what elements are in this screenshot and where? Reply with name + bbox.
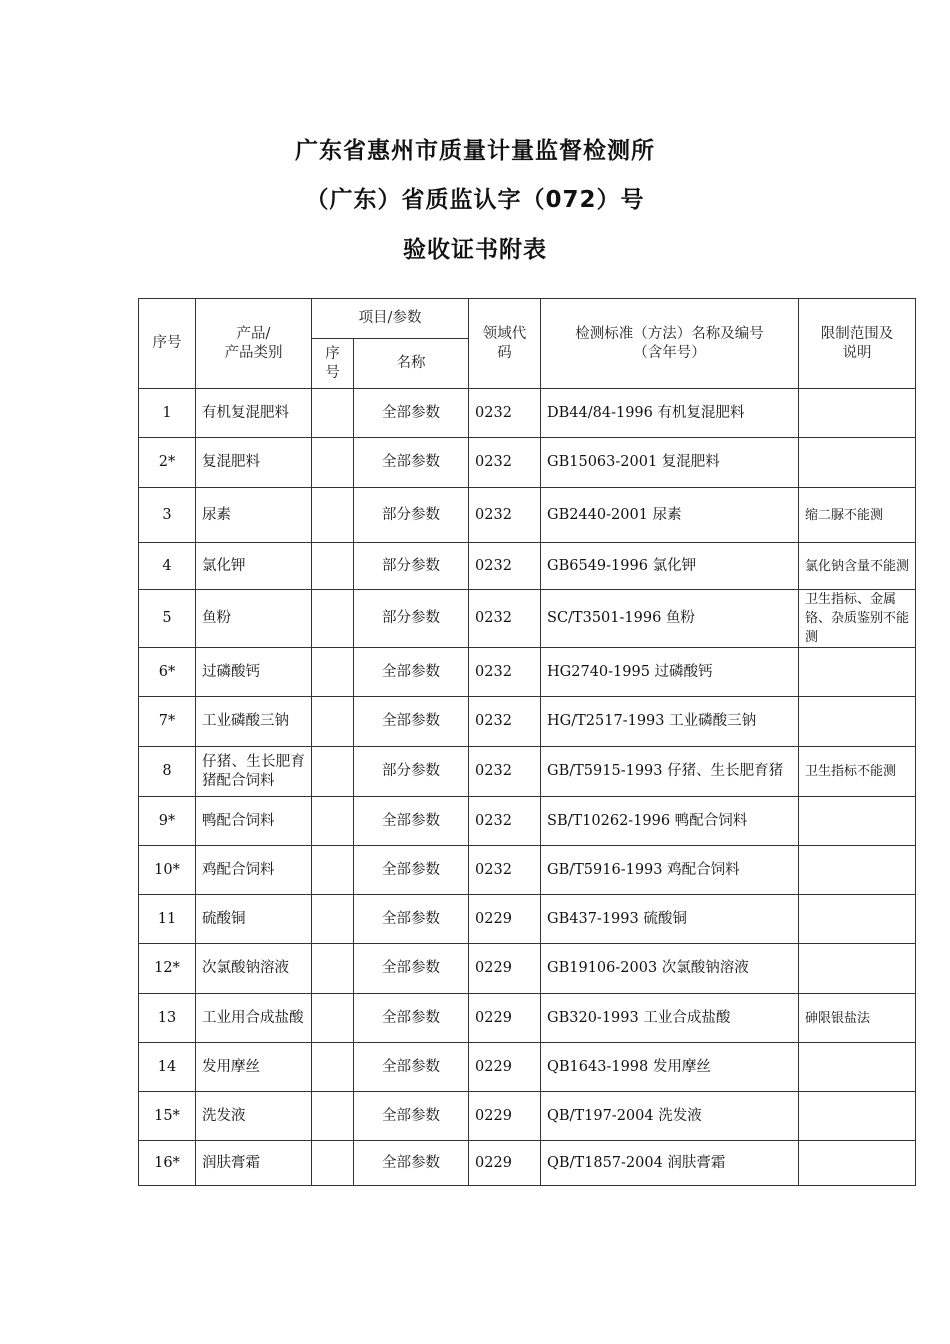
cell-standard: GB6549-1996 氯化钾 — [541, 543, 799, 590]
cell-item-seq — [312, 488, 354, 543]
table-row — [139, 1141, 916, 1186]
cell-product: 复混肥料 — [196, 438, 312, 488]
cell-standard: QB/T197-2004 洗发液 — [541, 1092, 799, 1141]
cell-domain-code: 0232 — [469, 846, 541, 895]
cell-param-name: 全部参数 — [354, 438, 469, 488]
cell-seq: 10* — [139, 846, 196, 895]
cell-product: 仔猪、生长肥育猪配合饲料 — [196, 747, 312, 797]
cell-domain-code: 0232 — [469, 488, 541, 543]
cell-limit: 卫生指标不能测 — [799, 747, 916, 797]
cell-param-name: 全部参数 — [354, 389, 469, 438]
cell-limit — [799, 944, 916, 994]
table-row — [139, 747, 916, 797]
cell-seq: 2* — [139, 438, 196, 488]
cell-standard: SB/T10262-1996 鸭配合饲料 — [541, 797, 799, 846]
header-standard: 检测标准（方法）名称及编号 （含年号） — [541, 299, 799, 389]
accreditation-table — [138, 298, 916, 1186]
cell-domain-code: 0232 — [469, 438, 541, 488]
cell-domain-code: 0232 — [469, 648, 541, 697]
cell-standard: GB320-1993 工业合成盐酸 — [541, 994, 799, 1043]
cell-item-seq — [312, 1043, 354, 1092]
cell-item-seq — [312, 797, 354, 846]
cell-limit: 氯化钠含量不能测 — [799, 543, 916, 590]
cell-limit: 缩二脲不能测 — [799, 488, 916, 543]
cell-domain-code: 0232 — [469, 697, 541, 747]
cell-standard: GB2440-2001 尿素 — [541, 488, 799, 543]
cell-domain-code: 0232 — [469, 747, 541, 797]
cell-seq: 16* — [139, 1141, 196, 1186]
cell-domain-code: 0232 — [469, 797, 541, 846]
cell-param-name: 部分参数 — [354, 590, 469, 648]
table-row — [139, 543, 916, 590]
cell-standard: DB44/84-1996 有机复混肥料 — [541, 389, 799, 438]
cell-product: 尿素 — [196, 488, 312, 543]
cell-param-name: 全部参数 — [354, 797, 469, 846]
table-row — [139, 1043, 916, 1092]
cell-limit: 砷限银盐法 — [799, 994, 916, 1043]
cell-seq: 15* — [139, 1092, 196, 1141]
table-body — [139, 389, 916, 1186]
cell-limit — [799, 846, 916, 895]
cell-seq: 3 — [139, 488, 196, 543]
cell-product: 鸭配合饲料 — [196, 797, 312, 846]
table-row — [139, 590, 916, 648]
cell-product: 工业磷酸三钠 — [196, 697, 312, 747]
header-domain-code: 领域代 码 — [469, 299, 541, 389]
table-row — [139, 944, 916, 994]
cell-limit: 卫生指标、金属铬、杂质鉴别不能测 — [799, 590, 916, 648]
cell-seq: 12* — [139, 944, 196, 994]
cell-limit — [799, 438, 916, 488]
cell-item-seq — [312, 590, 354, 648]
cell-item-seq — [312, 846, 354, 895]
cell-product: 润肤膏霜 — [196, 1141, 312, 1186]
cell-standard: QB1643-1998 发用摩丝 — [541, 1043, 799, 1092]
cell-domain-code: 0229 — [469, 1043, 541, 1092]
cell-limit — [799, 389, 916, 438]
cell-item-seq — [312, 1141, 354, 1186]
header-seq: 序号 — [139, 299, 196, 389]
cell-domain-code: 0229 — [469, 1092, 541, 1141]
cell-seq: 7* — [139, 697, 196, 747]
cell-param-name: 部分参数 — [354, 543, 469, 590]
cell-standard: QB/T1857-2004 润肤膏霜 — [541, 1141, 799, 1186]
cell-product: 鱼粉 — [196, 590, 312, 648]
cell-domain-code: 0232 — [469, 590, 541, 648]
cell-item-seq — [312, 944, 354, 994]
cell-limit — [799, 895, 916, 944]
cell-seq: 1 — [139, 389, 196, 438]
cell-item-seq — [312, 543, 354, 590]
cell-domain-code: 0232 — [469, 389, 541, 438]
cell-limit — [799, 1043, 916, 1092]
table-row — [139, 697, 916, 747]
document-title-org: 广东省惠州市质量计量监督检测所 — [295, 138, 655, 164]
cell-product: 工业用合成盐酸 — [196, 994, 312, 1043]
cell-param-name: 全部参数 — [354, 846, 469, 895]
cell-product: 次氯酸钠溶液 — [196, 944, 312, 994]
cell-domain-code: 0229 — [469, 1141, 541, 1186]
table-row — [139, 797, 916, 846]
table-row — [139, 994, 916, 1043]
cell-standard: SC/T3501-1996 鱼粉 — [541, 590, 799, 648]
cell-item-seq — [312, 895, 354, 944]
cell-product: 过磷酸钙 — [196, 648, 312, 697]
table-row — [139, 895, 916, 944]
cell-param-name: 部分参数 — [354, 747, 469, 797]
cell-param-name: 全部参数 — [354, 994, 469, 1043]
cell-item-seq — [312, 438, 354, 488]
cell-seq: 9* — [139, 797, 196, 846]
cell-domain-code: 0232 — [469, 543, 541, 590]
header-item-param: 项目/参数 — [312, 299, 469, 339]
cell-limit — [799, 648, 916, 697]
cell-limit — [799, 1141, 916, 1186]
table-row — [139, 488, 916, 543]
cell-product: 洗发液 — [196, 1092, 312, 1141]
cell-param-name: 部分参数 — [354, 488, 469, 543]
cell-param-name: 全部参数 — [354, 1141, 469, 1186]
cell-standard: GB15063-2001 复混肥料 — [541, 438, 799, 488]
cell-seq: 6* — [139, 648, 196, 697]
cell-param-name: 全部参数 — [354, 648, 469, 697]
cell-standard: GB/T5916-1993 鸡配合饲料 — [541, 846, 799, 895]
cell-standard: GB/T5915-1993 仔猪、生长肥育猪 — [541, 747, 799, 797]
cell-product: 有机复混肥料 — [196, 389, 312, 438]
cell-seq: 14 — [139, 1043, 196, 1092]
cell-seq: 4 — [139, 543, 196, 590]
cell-param-name: 全部参数 — [354, 1043, 469, 1092]
cell-limit — [799, 697, 916, 747]
cell-param-name: 全部参数 — [354, 944, 469, 994]
cell-seq: 13 — [139, 994, 196, 1043]
cell-standard: GB437-1993 硫酸铜 — [541, 895, 799, 944]
document-title-appendix: 验收证书附表 — [403, 237, 547, 263]
cell-domain-code: 0229 — [469, 895, 541, 944]
header-item-name: 名称 — [354, 339, 469, 389]
cell-item-seq — [312, 648, 354, 697]
cell-domain-code: 0229 — [469, 994, 541, 1043]
table-row — [139, 389, 916, 438]
cell-seq: 5 — [139, 590, 196, 648]
table-header — [139, 299, 916, 389]
table-row — [139, 648, 916, 697]
header-product: 产品/ 产品类别 — [196, 299, 312, 389]
cell-limit — [799, 1092, 916, 1141]
cell-item-seq — [312, 697, 354, 747]
cell-product: 发用摩丝 — [196, 1043, 312, 1092]
cell-item-seq — [312, 747, 354, 797]
cell-product: 硫酸铜 — [196, 895, 312, 944]
cell-standard: GB19106-2003 次氯酸钠溶液 — [541, 944, 799, 994]
cell-param-name: 全部参数 — [354, 895, 469, 944]
cell-seq: 11 — [139, 895, 196, 944]
header-item-seq: 序 号 — [312, 339, 354, 389]
cell-standard: HG/T2517-1993 工业磷酸三钠 — [541, 697, 799, 747]
document-title-cert-no: （广东）省质监认字（072）号 — [305, 187, 645, 213]
cell-param-name: 全部参数 — [354, 1092, 469, 1141]
cell-item-seq — [312, 389, 354, 438]
cell-seq: 8 — [139, 747, 196, 797]
cell-item-seq — [312, 994, 354, 1043]
cell-limit — [799, 797, 916, 846]
cell-product: 氯化钾 — [196, 543, 312, 590]
cell-product: 鸡配合饲料 — [196, 846, 312, 895]
header-limit: 限制范围及 说明 — [799, 299, 916, 389]
table-row — [139, 438, 916, 488]
table-row — [139, 1092, 916, 1141]
cell-param-name: 全部参数 — [354, 697, 469, 747]
table-row — [139, 846, 916, 895]
cell-standard: HG2740-1995 过磷酸钙 — [541, 648, 799, 697]
cell-domain-code: 0229 — [469, 944, 541, 994]
cell-item-seq — [312, 1092, 354, 1141]
